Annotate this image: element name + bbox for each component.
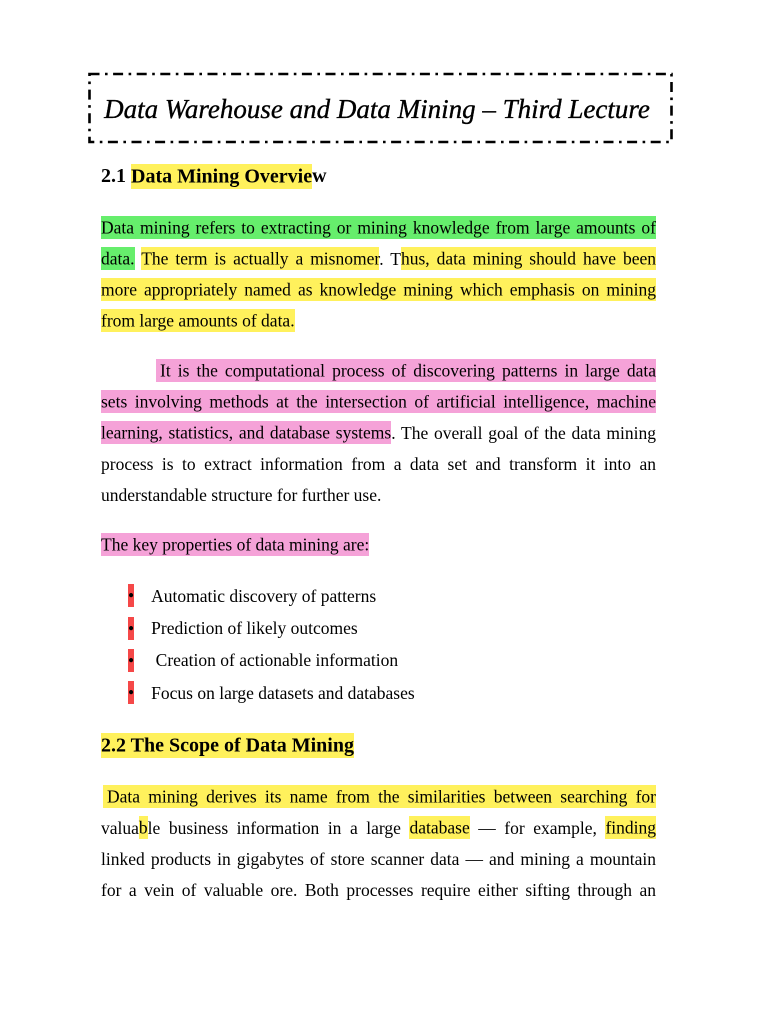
- paragraph-line: [101, 387, 656, 418]
- text-segment: understandable structure for further use.: [101, 485, 382, 506]
- list-item-text: Creation of actionable information: [155, 650, 399, 671]
- text-segment: database: [409, 817, 470, 838]
- paragraph-line: [101, 480, 656, 511]
- bullet-marker: •: [128, 618, 135, 639]
- text-segment: le business information in a large: [147, 817, 410, 838]
- text-segment: The term is actually a misnomer: [141, 248, 380, 269]
- text-segment: for a vein of valuable ore. Both processes require either sifting through an: [101, 879, 656, 900]
- key-properties-list: [101, 580, 656, 709]
- text-segment: b: [138, 817, 148, 838]
- paragraph-line: [103, 781, 656, 812]
- list-item-text: Focus on large datasets and databases: [151, 682, 415, 703]
- section-heading-2-1: [101, 161, 656, 191]
- bullet-marker: •: [128, 585, 135, 606]
- paragraph-line: [101, 813, 656, 844]
- section-title-text: Data Mining Overvie: [131, 165, 313, 187]
- text-segment: from large amounts of data.: [101, 310, 295, 331]
- list-item: [101, 677, 656, 709]
- paragraph-line: [101, 418, 656, 449]
- paragraph-line: [101, 306, 656, 337]
- text-segment: sets involving methods at the intersection of artificial intelligence, machine: [101, 391, 656, 412]
- list-intro: [101, 529, 656, 560]
- text-segment: linked products in gigabytes of store scanner data — and mining a mountain: [101, 848, 656, 869]
- process-paragraph: [101, 355, 656, 511]
- lecture-title: Data Warehouse and Data Mining – Third Lecture: [104, 94, 650, 124]
- title-frame: [0, 0, 768, 160]
- list-item: [101, 612, 656, 644]
- text-segment: . The overall goal of the data mining: [391, 422, 657, 443]
- text-segment: valua: [101, 817, 139, 838]
- text-segment: learning, statistics, and database systems: [101, 422, 392, 443]
- paragraph-line: [101, 875, 656, 906]
- paragraph-line: [101, 844, 656, 875]
- paragraph-line: [101, 212, 656, 243]
- list-item-text: Automatic discovery of patterns: [151, 585, 377, 606]
- text-segment: . T: [379, 248, 401, 269]
- list-item-text: Prediction of likely outcomes: [151, 618, 358, 639]
- section-title-text: w: [312, 165, 327, 187]
- paragraph-line: [101, 275, 656, 306]
- list-item: [101, 580, 656, 612]
- text-segment: finding: [605, 817, 656, 838]
- text-segment: more appropriately named as knowledge mining which emphasis on mining: [101, 279, 656, 300]
- text-segment: — for example,: [469, 817, 606, 838]
- text-segment: Data mining derives its name from the similarities between searching for: [103, 785, 656, 808]
- section-heading-2-2: [101, 730, 656, 760]
- paragraph-line: [101, 449, 656, 480]
- scope-paragraph: [101, 781, 656, 906]
- list-item: [101, 644, 656, 676]
- list-intro-text: The key properties of data mining are:: [101, 534, 370, 555]
- bullet-marker: •: [128, 682, 135, 703]
- text-segment: hus, data mining should have been: [400, 248, 656, 269]
- text-segment: data.: [101, 248, 135, 269]
- paragraph-line: [156, 355, 656, 386]
- text-segment: process is to extract information from a data set and transform it into an: [101, 453, 656, 474]
- paragraph-line: [101, 529, 656, 560]
- section-number: 2.1: [101, 165, 131, 187]
- text-segment: It is the computational process of discovering patterns in large data: [156, 359, 656, 382]
- bullet-marker: •: [128, 650, 135, 671]
- paragraph-line: [101, 244, 656, 275]
- text-segment: Data mining refers to extracting or mining knowledge from large amounts of: [101, 217, 656, 238]
- definition-paragraph: [101, 212, 656, 337]
- section-title-text: 2.2 The Scope of Data Mining: [101, 734, 354, 756]
